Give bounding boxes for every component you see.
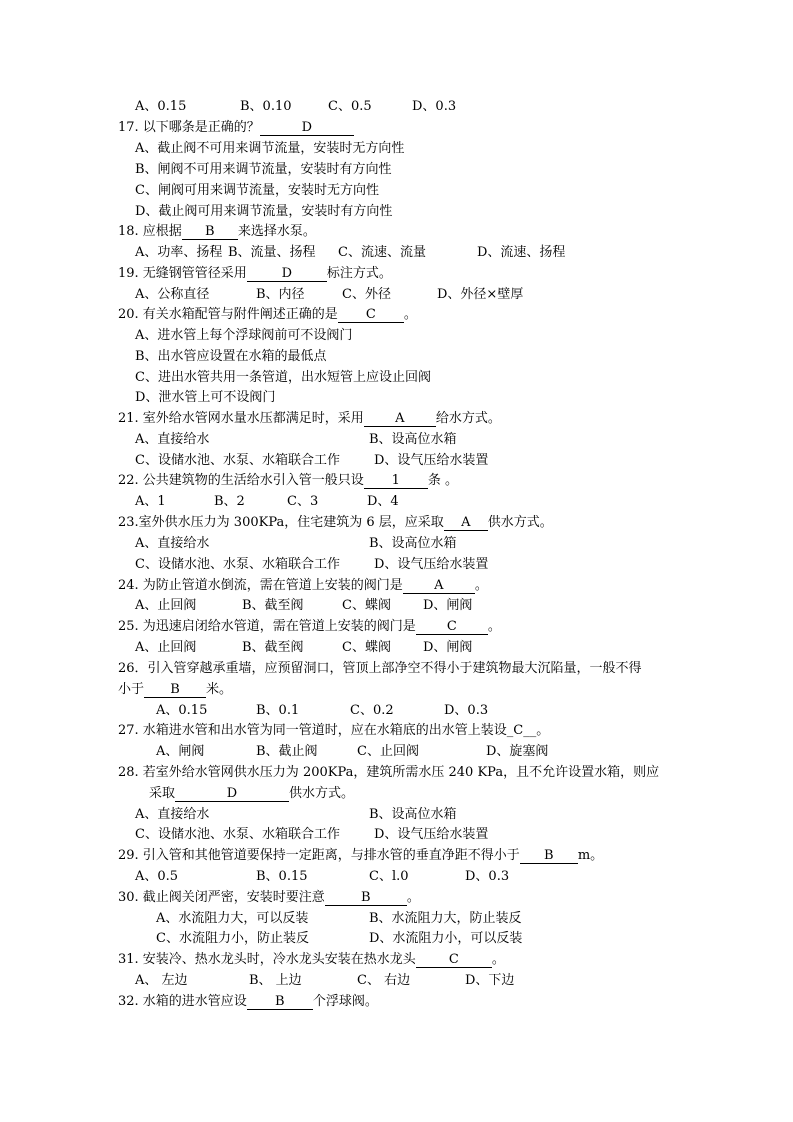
question-text-post: 供水方式。 xyxy=(487,515,553,530)
question-20 xyxy=(118,307,417,323)
question-19 xyxy=(118,266,392,282)
option-d: D、旋塞阀 xyxy=(486,744,549,759)
question-text: 32. 水箱的进水管应设 xyxy=(118,994,247,1009)
option-b-wrap xyxy=(240,99,292,115)
option-line: B、闸阀不可用来调节流量，安装时有方向性 xyxy=(135,162,392,177)
option-a: A、0.5 xyxy=(135,869,179,884)
options-line xyxy=(135,99,186,115)
option-b: B、截至阀 xyxy=(242,640,304,655)
question-28-cont xyxy=(149,786,354,802)
option-a: A、水流阻力大，可以反装 xyxy=(156,911,309,926)
answer-blank: D xyxy=(247,267,327,282)
option-c: C、0.5 xyxy=(328,99,372,114)
question-text-post: 。 xyxy=(474,578,488,593)
option-a: A、止回阀 xyxy=(135,640,197,655)
option-b: B、截止阀 xyxy=(256,744,318,759)
answer-blank: D xyxy=(260,121,354,136)
option-line: A、截止阀不可用来调节流量，安装时无方向性 xyxy=(135,141,405,156)
option-a: A、0.15 xyxy=(135,99,187,114)
question-text-post: 。 xyxy=(487,619,501,634)
option-a: A、0.15 xyxy=(156,703,208,718)
answer-blank: B xyxy=(182,225,238,240)
answer-blank: A xyxy=(403,579,475,594)
question-29 xyxy=(118,848,603,864)
option-a: A、直接给水 xyxy=(135,432,210,447)
question-21 xyxy=(118,411,501,427)
option-b: B、0.15 xyxy=(256,869,308,884)
question-text: 小于 xyxy=(118,682,145,697)
question-22 xyxy=(118,473,458,489)
option-a: A、直接给水 xyxy=(135,536,210,551)
question-text-post: 标注方式。 xyxy=(326,266,392,281)
answer-blank: A xyxy=(444,516,488,531)
question-26: 26．引入管穿越承重墙，应预留洞口，管顶上部净空不得小于建筑物最大沉陷量，一般不得 xyxy=(118,661,642,676)
option-d: D、闸阀 xyxy=(423,640,473,655)
option-c: C、水流阻力小，防止装反 xyxy=(156,931,309,946)
question-text: 21. 室外给水管网水量水压都满足时，采用 xyxy=(118,411,364,426)
option-b: B、流量、扬程 xyxy=(228,245,316,260)
option-d: D、设气压给水装置 xyxy=(374,557,489,572)
question-text-post: 来选择水泵。 xyxy=(237,224,316,239)
option-a: A、公称直径 xyxy=(135,287,210,302)
question-25 xyxy=(118,619,501,635)
option-a: A、闸阀 xyxy=(156,744,205,759)
option-d: D、闸阀 xyxy=(423,598,473,613)
question-28: 28. 若室外给水管网供水压力为 200KPa，建筑所需水压 240 KPa，且不允许设置水箱，则应 xyxy=(118,765,660,780)
option-a: A、1 xyxy=(135,494,166,509)
question-23 xyxy=(118,515,553,531)
question-24 xyxy=(118,578,488,594)
question-26-cont xyxy=(118,682,232,698)
option-c: C、l.0 xyxy=(369,869,409,884)
question-text-post: 。 xyxy=(403,307,417,322)
option-c-wrap xyxy=(328,99,372,115)
question-text: 17. 以下哪条是正确的？ xyxy=(118,120,260,135)
option-line: A、进水管上每个浮球阀前可不设阀门 xyxy=(135,328,353,343)
option-b: B、水流阻力大，防止装反 xyxy=(369,911,522,926)
question-text-post: 。 xyxy=(406,890,420,905)
option-b: B、0.10 xyxy=(240,99,292,114)
answer-blank: B xyxy=(144,683,206,698)
option-a: A、功率、扬程 xyxy=(135,245,223,260)
option-c: C、0.2 xyxy=(350,703,394,718)
option-c: C、蝶阀 xyxy=(342,640,391,655)
question-31 xyxy=(118,952,505,968)
option-line: D、截止阀可用来调节流量，安装时有方向性 xyxy=(135,204,393,219)
question-text: 23.室外供水压力为 300KPa，住宅建筑为 6 层，应采取 xyxy=(118,515,444,530)
option-line: C、进出水管共用一条管道，出水短管上应设止回阀 xyxy=(135,370,431,385)
option-b: B、设高位水箱 xyxy=(369,432,457,447)
question-text-post: 供水方式。 xyxy=(289,786,355,801)
option-d: D、4 xyxy=(367,494,399,509)
answer-blank: C xyxy=(416,620,488,635)
question-text-post: 米。 xyxy=(206,682,233,697)
answer-blank: 1 xyxy=(364,474,428,489)
option-c: C、外径 xyxy=(342,287,391,302)
question-text-post: 条 。 xyxy=(427,473,458,488)
option-a: A、 左边 xyxy=(135,973,188,988)
question-text-post: 。 xyxy=(491,952,505,967)
answer-blank: D xyxy=(175,787,289,802)
option-c: C、 右边 xyxy=(357,973,411,988)
question-32 xyxy=(118,994,378,1010)
option-b: B、0.1 xyxy=(256,703,300,718)
option-d: D、设气压给水装置 xyxy=(374,827,489,842)
option-d: D、设气压给水装置 xyxy=(374,453,489,468)
question-text: 采取 xyxy=(149,786,176,801)
option-d: D、下边 xyxy=(465,973,515,988)
question-text: 30. 截止阀关闭严密，安装时要注意 xyxy=(118,890,325,905)
option-c: C、3 xyxy=(287,494,319,509)
option-d: D、水流阻力小，可以反装 xyxy=(369,931,523,946)
option-c: C、设储水池、水泵、水箱联合工作 xyxy=(135,827,340,842)
option-d: D、0.3 xyxy=(465,869,510,884)
question-text-post: m。 xyxy=(577,848,604,863)
question-text: 25. 为迅速启闭给水管道，需在管道上安装的阀门是 xyxy=(118,619,416,634)
question-text: 24. 为防止管道水倒流，需在管道上安装的阀门是 xyxy=(118,578,403,593)
question-18 xyxy=(118,224,316,240)
option-c: C、流速、流量 xyxy=(338,245,426,260)
answer-blank: C xyxy=(338,308,404,323)
option-a: A、止回阀 xyxy=(135,598,197,613)
option-d-wrap xyxy=(412,99,456,115)
question-text: 20. 有关水箱配管与附件阐述正确的是 xyxy=(118,307,338,322)
question-text-post: 个浮球阀。 xyxy=(312,994,378,1009)
question-text: 29. 引入管和其他管道要保持一定距离，与排水管的垂直净距不得小于 xyxy=(118,848,520,863)
option-b: B、2 xyxy=(214,494,245,509)
question-30 xyxy=(118,890,420,906)
question-text: 19. 无缝钢管管径采用 xyxy=(118,266,247,281)
question-text: 22. 公共建筑物的生活给水引入管一般只设 xyxy=(118,473,364,488)
option-b: B、截至阀 xyxy=(242,598,304,613)
option-d: D、流速、扬程 xyxy=(477,245,566,260)
option-c: C、设储水池、水泵、水箱联合工作 xyxy=(135,453,340,468)
answer-blank: A xyxy=(364,412,436,427)
option-b: B、设高位水箱 xyxy=(369,807,457,822)
option-d: D、0.3 xyxy=(412,99,457,114)
option-d: D、0.3 xyxy=(444,703,489,718)
option-c: C、设储水池、水泵、水箱联合工作 xyxy=(135,557,340,572)
question-text-post: 给水方式。 xyxy=(435,411,501,426)
option-line: C、闸阀可用来调节流量，安装时无方向性 xyxy=(135,183,379,198)
question-text: 31. 安装冷、热水龙头时，冷水龙头安装在热水龙头 xyxy=(118,952,416,967)
option-line: B、出水管应设置在水箱的最低点 xyxy=(135,349,327,364)
option-d: D、外径×壁厚 xyxy=(437,287,524,302)
option-c: C、止回阀 xyxy=(357,744,419,759)
question-27: 27. 水箱进水管和出水管为同一管道时，应在水箱底的出水管上装设_C__。 xyxy=(118,723,550,738)
answer-blank: B xyxy=(325,891,407,906)
option-b: B、 上边 xyxy=(249,973,302,988)
option-b: B、内径 xyxy=(256,287,305,302)
option-line: D、泄水管上可不设阀门 xyxy=(135,390,276,405)
answer-blank: B xyxy=(520,849,578,864)
option-c: C、蝶阀 xyxy=(342,598,391,613)
answer-blank: B xyxy=(247,995,313,1010)
question-text: 18. 应根据 xyxy=(118,224,182,239)
option-b: B、设高位水箱 xyxy=(369,536,457,551)
answer-blank: C xyxy=(416,953,492,968)
option-a: A、直接给水 xyxy=(135,807,210,822)
question-17 xyxy=(118,120,354,136)
